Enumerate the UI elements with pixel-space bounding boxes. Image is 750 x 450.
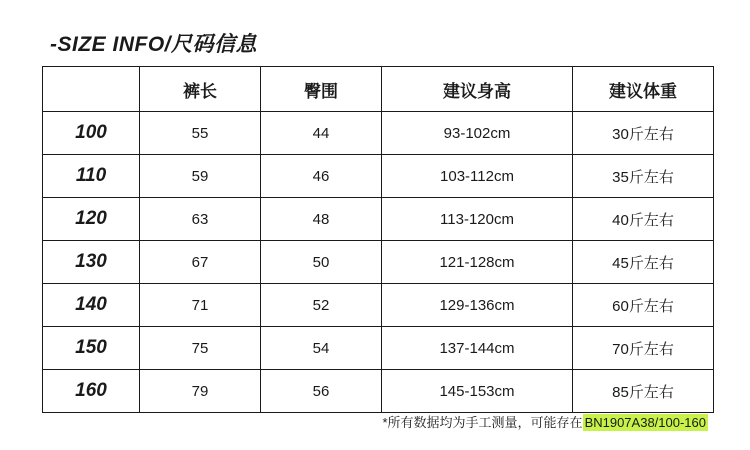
cell-length: 71	[140, 284, 261, 327]
cell-height: 145-153cm	[382, 370, 573, 413]
product-code-badge: BN1907A38/100-160	[584, 415, 706, 430]
cell-size: 140	[43, 284, 140, 327]
cell-size: 160	[43, 370, 140, 413]
table-header-cell-height: 建议身高	[382, 67, 573, 112]
table-row	[43, 370, 714, 413]
cell-height: 103-112cm	[382, 155, 573, 198]
table-row	[43, 284, 714, 327]
cell-height: 93-102cm	[382, 112, 573, 155]
table-header	[43, 67, 714, 112]
cell-hip: 44	[261, 112, 382, 155]
table-header-cell-weight: 建议体重	[573, 67, 714, 112]
table-row	[43, 241, 714, 284]
cell-weight: 60斤左右	[573, 284, 714, 327]
page-title: -SIZE INFO/尺码信息	[50, 33, 257, 56]
cell-weight: 70斤左右	[573, 327, 714, 370]
footnote-text: *所有数据均为手工测量，可能存在	[382, 415, 583, 430]
cell-length: 63	[140, 198, 261, 241]
cell-hip: 52	[261, 284, 382, 327]
table-header-cell-hip: 臀围	[261, 67, 382, 112]
cell-weight: 35斤左右	[573, 155, 714, 198]
cell-length: 75	[140, 327, 261, 370]
cell-weight: 45斤左右	[573, 241, 714, 284]
cell-height: 121-128cm	[382, 241, 573, 284]
cell-size: 110	[43, 155, 140, 198]
cell-size: 100	[43, 112, 140, 155]
cell-size: 120	[43, 198, 140, 241]
cell-hip: 48	[261, 198, 382, 241]
cell-weight: 85斤左右	[573, 370, 714, 413]
cell-size: 130	[43, 241, 140, 284]
cell-weight: 30斤左右	[573, 112, 714, 155]
cell-height: 113-120cm	[382, 198, 573, 241]
table-row	[43, 198, 714, 241]
table-row	[43, 327, 714, 370]
size-info-table	[42, 66, 714, 413]
cell-hip: 50	[261, 241, 382, 284]
table-row	[43, 112, 714, 155]
cell-hip: 54	[261, 327, 382, 370]
cell-length: 59	[140, 155, 261, 198]
footnote	[383, 412, 709, 431]
cell-weight: 40斤左右	[573, 198, 714, 241]
cell-length: 67	[140, 241, 261, 284]
table-header-cell-size	[43, 67, 140, 112]
table-body	[43, 112, 714, 413]
cell-length: 79	[140, 370, 261, 413]
cell-hip: 46	[261, 155, 382, 198]
cell-height: 129-136cm	[382, 284, 573, 327]
cell-size: 150	[43, 327, 140, 370]
table-row	[43, 155, 714, 198]
table-header-cell-length: 裤长	[140, 67, 261, 112]
table-header-row	[43, 67, 714, 112]
cell-height: 137-144cm	[382, 327, 573, 370]
cell-length: 55	[140, 112, 261, 155]
cell-hip: 56	[261, 370, 382, 413]
